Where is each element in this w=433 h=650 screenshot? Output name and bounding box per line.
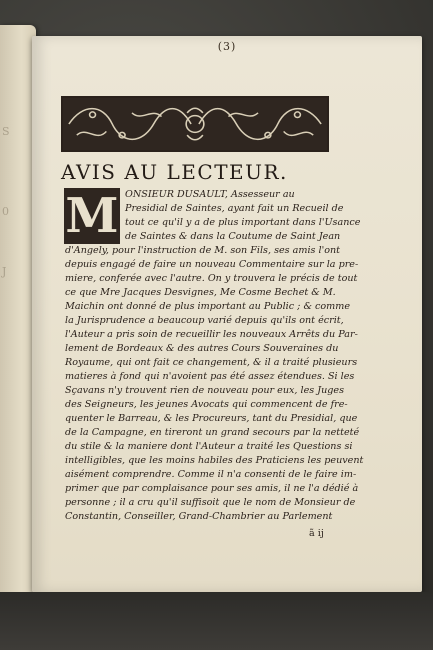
floral-ornament-icon bbox=[63, 98, 327, 150]
bleed-through-mark: S bbox=[2, 125, 10, 138]
table-edge bbox=[0, 592, 433, 650]
text-line: de la Campagne, en tireront un grand secours par la netteté bbox=[65, 427, 360, 438]
text-line: matieres à fond qui n'avoient pas été assez étendues. Si les bbox=[65, 371, 355, 382]
text-line: quenter le Barreau, & les Procureurs, tant du Presidial, que bbox=[65, 413, 358, 424]
text-line: miere, conferée avec l'autre. On y trouvera le précis de tout bbox=[65, 273, 358, 284]
text-line: primer que par complaisance pour ses amis, il ne l'a dédié à bbox=[65, 483, 359, 494]
facing-page-edge bbox=[0, 25, 36, 615]
text-line: tout ce qu'il y a de plus important dans l'Usance bbox=[125, 217, 361, 228]
text-line: Presidial de Saintes, ayant fait un Recueil de bbox=[125, 203, 344, 214]
drop-cap bbox=[64, 188, 120, 244]
text-line: depuis engagé de faire un nouveau Commentaire sur la pre- bbox=[65, 259, 359, 270]
text-line: personne ; il a cru qu'il suffisoit que le nom de Monsieur de bbox=[65, 497, 356, 508]
text-line: intelligibles, que les moins habiles des Praticiens les peuvent bbox=[65, 455, 364, 466]
text-line: lement de Bordeaux & des autres Cours Souveraines du bbox=[65, 343, 339, 354]
drop-cap-letter: M bbox=[65, 188, 119, 244]
text-line: Constantin, Conseiller, Grand-Chambrier au Parlement bbox=[65, 511, 333, 522]
bleed-through-mark: J bbox=[2, 265, 7, 278]
text-line: du stile & la maniere dont l'Auteur a traité les Questions si bbox=[65, 441, 353, 452]
bleed-through-mark: 0 bbox=[2, 205, 9, 218]
ornamental-headpiece bbox=[61, 96, 329, 152]
page-heading: AVIS AU LECTEUR. bbox=[61, 160, 288, 184]
text-line: l'Auteur a pris soin de recueillir les nouveaux Arrêts du Par- bbox=[65, 329, 358, 340]
signature-mark: ã ij bbox=[309, 528, 324, 539]
text-line: la Jurisprudence a beaucoup varié depuis qu'ils ont écrit, bbox=[65, 315, 344, 326]
text-line: d'Angely, pour l'instruction de M. son Fils, ses amis l'ont bbox=[65, 245, 341, 256]
text-line: Sçavans n'y trouvent rien de nouveau pour eux, les Juges bbox=[65, 385, 345, 396]
text-line: de Saintes & dans la Coutume de Saint Jean bbox=[125, 231, 341, 242]
text-line: des Seigneurs, les jeunes Avocats qui commencent de fre- bbox=[65, 399, 348, 410]
page-mark: (3) bbox=[217, 40, 237, 53]
text-line: aisément comprendre. Comme il n'a consenti de le faire im- bbox=[65, 469, 357, 480]
text-line: ce que Mre Jacques Desvignes, Me Cosme Bechet & M. bbox=[65, 287, 336, 298]
text-line: Maichin ont donné de plus important au Public ; & comme bbox=[65, 301, 351, 312]
text-line: ONSIEUR DUSAULT, Assesseur au bbox=[125, 189, 295, 200]
text-line: Royaume, qui ont fait ce changement, & il a traité plusieurs bbox=[65, 357, 358, 368]
